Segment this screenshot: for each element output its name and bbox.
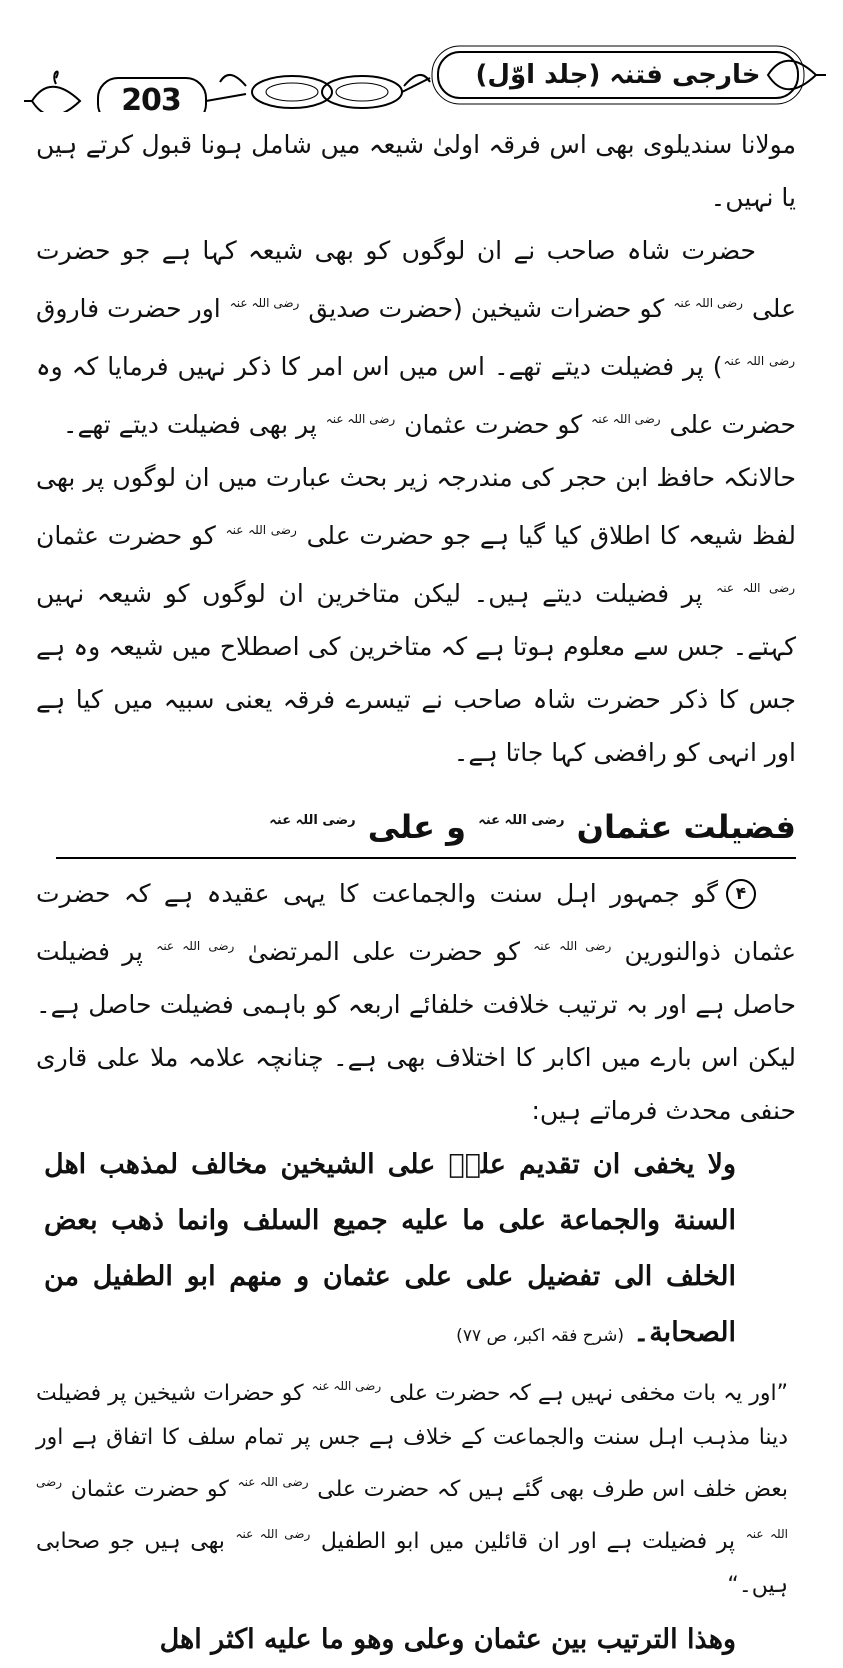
- paragraph-4: ۴گو جمہور اہل سنت والجماعت کا یہی عقیدہ ہے کہ حضرت عثمان ذوالنورین $^{رضی اللہ عنہ}$ کو حضرت علی المرتضیٰ $^{رضی اللہ عنہ}$ پر فضیلت حاصل ہے اور بہ ترتیب خلافت خلفائے اربعہ کو باہمی فضیلت حاصل ہے۔ لیکن اس بارے میں اکابر کا اختلاف بھی ہے۔ چنانچہ علامہ ملا علی قاری حنفی محدث فرماتے ہیں:: [36, 879, 796, 1125]
- arabic-closing-line: وهذا الترتيب بين عثمان وعلى وهو ما عليه اكثر اهل: [159, 1624, 736, 1655]
- honorific: رضی اللہ عنہ: [673, 296, 743, 310]
- arabic-quote: ولا يخفى ان تقديم عليؓ على الشيخين مخالف لمذهب اهل السنة والجماعة على ما عليه جميع السلف وانما ذهب بعض الخلف الى تفضيل على على عثمان و منهم ابو الطفيل من الصحابة۔ (شرح فقہ اکبر، ص ۷۷): [44, 1149, 736, 1348]
- urdu-translation: ”اور یہ بات مخفی نہیں ہے کہ حضرت علی $^{رضی اللہ عنہ}$ کو حضرات شیخین پر فضیلت دینا مذہب اہل سنت والجماعت کے خلاف ہے جس پر تمام سلف کا اتفاق ہے اور بعض خلف اس طرف بھی گئے ہیں کہ حضرت علی $^{رضی اللہ عنہ}$ کو حضرت عثمان $^{رضی اللہ عنہ}$ پر فضیلت ہے اور ان قائلین میں ابو الطفیل $^{رضی اللہ عنہ}$ بھی ہیں جو صحابی ہیں۔“: [36, 1379, 789, 1598]
- honorific: رضی اللہ عنہ: [156, 939, 235, 953]
- running-title: خارجی فتنہ (جلد اوّل): [475, 60, 761, 90]
- section-heading-underline: [56, 791, 796, 859]
- arabic-citation: (شرح فقہ اکبر، ص ۷۷): [456, 1326, 624, 1346]
- honorific: رضی اللہ عنہ: [36, 1475, 788, 1541]
- paragraph-1: مولانا سندیلوی بھی اس فرقہ اولیٰ شیعہ میں شامل ہونا قبول کرتے ہیں یا نہیں۔: [36, 130, 796, 212]
- honorific: رضی اللہ عنہ: [235, 1527, 311, 1541]
- paragraph-3: حالانکہ حافظ ابن حجر کی مندرجہ زیر بحث عبارت میں ان لوگوں پر بھی لفظ شیعہ کا اطلاق کیا گیا ہے جو حضرت علی $^{رضی اللہ عنہ}$ کو حضرت عثمان $^{رضی اللہ عنہ}$ پر فضیلت دیتے ہیں۔ لیکن متاخرین ان لوگوں کو شیعہ نہیں کہتے۔ جس سے معلوم ہوتا ہے کہ متاخرین کی اصطلاح میں شیعہ وہ ہے جس کا ذکر حضرت شاہ صاحب نے تیسرے فرقہ یعنی سبیہ میں کیا ہے اور انہی کو رافضی کہا جاتا ہے۔: [36, 463, 796, 767]
- paragraph-2: حضرت شاہ صاحب نے ان لوگوں کو بھی شیعہ کہا ہے جو حضرت علی $^{رضی اللہ عنہ}$ کو حضرات شیخین (حضرت صدیق $^{رضی اللہ عنہ}$ اور حضرت فاروق $^{رضی اللہ عنہ}$) پر فضیلت دیتے تھے۔ اس میں اس امر کا ذکر نہیں فرمایا کہ وہ حضرت علی $^{رضی اللہ عنہ}$ کو حضرت عثمان $^{رضی اللہ عنہ}$ پر بھی فضیلت دیتے تھے۔: [36, 236, 796, 439]
- section-heading: فضیلت عثمان $^{رضی اللہ عنہ}$ و علی $^{رضی اللہ عنہ}$: [269, 808, 796, 846]
- honorific: رضی اللہ عنہ: [723, 354, 795, 368]
- honorific: رضی اللہ عنہ: [478, 813, 565, 828]
- honorific: رضی اللہ عنہ: [225, 523, 297, 537]
- honorific: رضی اللہ عنہ: [716, 581, 796, 595]
- honorific: رضی اللہ عنہ: [325, 412, 396, 426]
- page-content: [36, 118, 796, 1668]
- page-header: [20, 22, 830, 118]
- item-number: ۴: [726, 879, 756, 909]
- honorific: رضی اللہ عنہ: [269, 813, 356, 828]
- page-number: 203: [121, 83, 181, 118]
- honorific: رضی اللہ عنہ: [229, 296, 300, 310]
- honorific: رضی اللہ عنہ: [237, 1475, 309, 1489]
- honorific: رضی اللہ عنہ: [311, 1379, 382, 1393]
- honorific: رضی اللہ عنہ: [591, 412, 661, 426]
- honorific: رضی اللہ عنہ: [533, 939, 612, 953]
